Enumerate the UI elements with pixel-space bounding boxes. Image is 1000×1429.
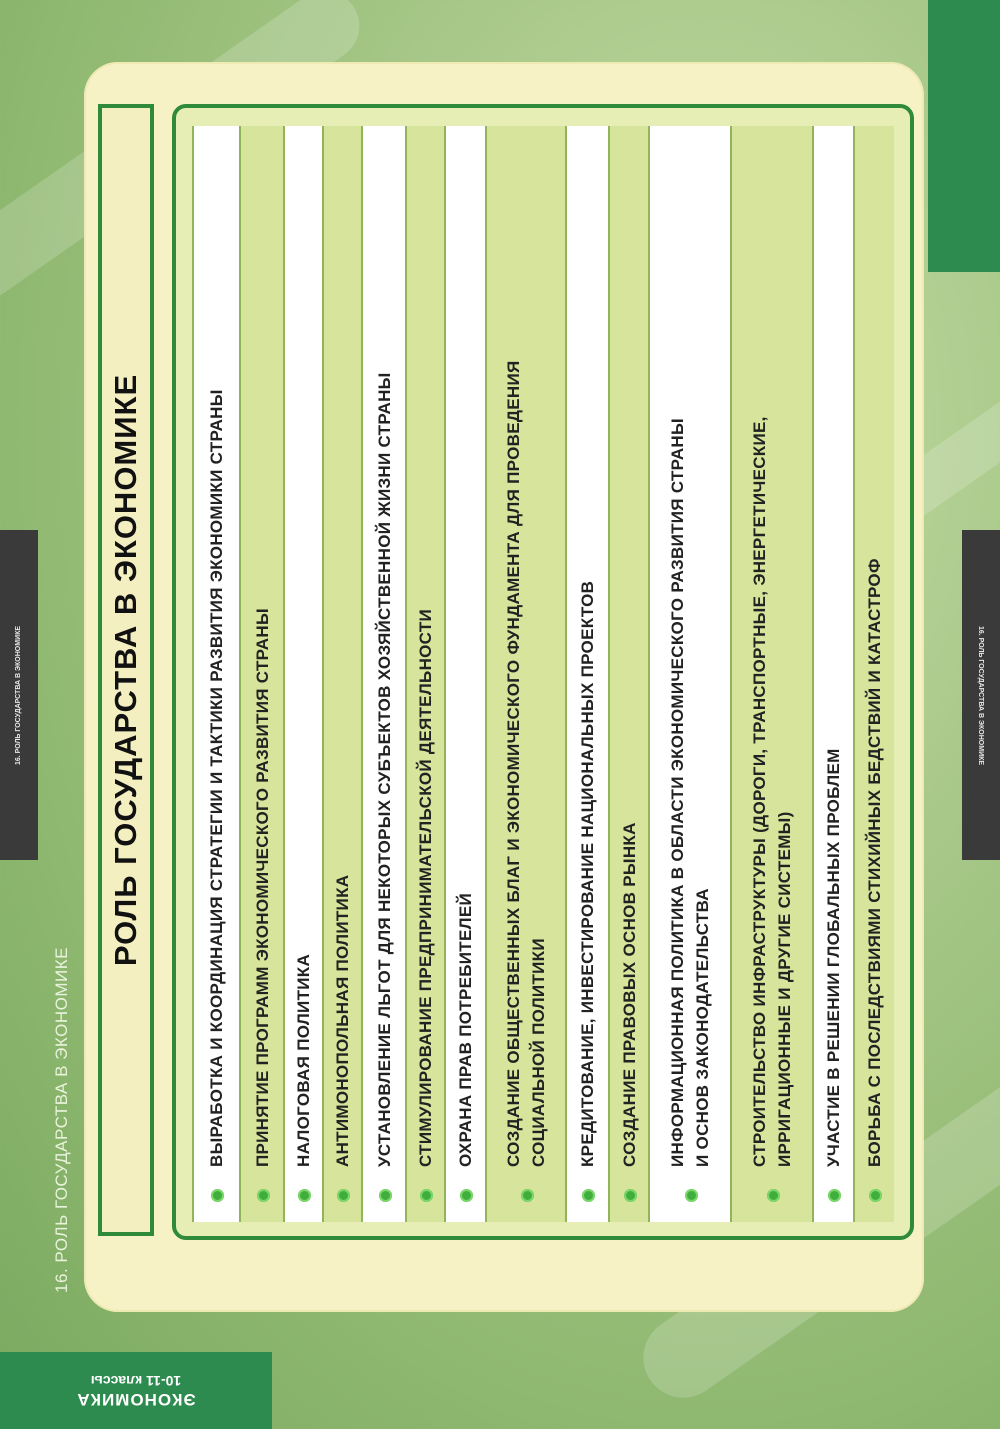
list-item-line: УСТАНОВЛЕНИЕ ЛЬГОТ ДЛЯ НЕКОТОРЫХ СУБЪЕКТОВ ХОЗЯЙСТВЕННОЙ ЖИЗНИ СТРАНЫ <box>374 372 394 1167</box>
list-item-text <box>863 558 888 1167</box>
list-item-line: БОРЬБА С ПОСЛЕДСТВИЯМИ СТИХИЙНЫХ БЕДСТВИЙ И КАТАСТРОФ <box>865 558 885 1167</box>
list-item <box>853 126 894 1222</box>
list-item <box>405 126 444 1222</box>
list-item-text <box>666 418 715 1167</box>
green-dot-icon <box>257 1189 270 1202</box>
corner-tab <box>928 0 1000 272</box>
list-item-line: СТРОИТЕЛЬСТВО ИНФРАСТРУКТУРЫ (ДОРОГИ, ТРАНСПОРТНЫЕ, ЭНЕРГЕТИЧЕСКИЕ, <box>750 416 770 1167</box>
green-dot-icon <box>828 1189 841 1202</box>
green-dot-icon <box>379 1189 392 1202</box>
list-item <box>608 126 648 1222</box>
list-item-line: СОЦИАЛЬНОЙ ПОЛИТИКИ <box>529 938 548 1167</box>
list-item <box>283 126 322 1222</box>
footer-badge <box>0 1352 272 1429</box>
list-item <box>730 126 812 1222</box>
list-item-line: КРЕДИТОВАНИЕ, ИНВЕСТИРОВАНИЕ НАЦИОНАЛЬНЫХ ПРОЕКТОВ <box>578 580 598 1167</box>
list-item-line: НАЛОГОВАЯ ПОЛИТИКА <box>294 953 314 1167</box>
left-edge-label-text: 16. РОЛЬ ГОСУДАРСТВА В ЭКОНОМИКЕ <box>15 625 23 765</box>
list-item-text <box>251 608 276 1167</box>
list-item-text <box>502 361 551 1168</box>
footer-subject: ЭКОНОМИКА <box>76 1389 196 1409</box>
list-item <box>812 126 853 1222</box>
left-edge-label <box>0 530 38 860</box>
poster-caption-text: 16. РОЛЬ ГОСУДАРСТВА В ЭКОНОМИКЕ <box>52 947 72 1293</box>
title-box <box>98 104 154 1236</box>
list-item-line: ИНФОРМАЦИОННАЯ ПОЛИТИКА В ОБЛАСТИ ЭКОНОМИЧЕСКОГО РАЗВИТИЯ СТРАНЫ <box>668 418 688 1167</box>
list-item-line: И ОСНОВ ЗАКОНОДАТЕЛЬСТВА <box>693 888 712 1167</box>
green-dot-icon <box>460 1189 473 1202</box>
list-item-text <box>292 954 317 1167</box>
list-item-line: УЧАСТИЕ В РЕШЕНИИ ГЛОБАЛЬНЫХ ПРОБЛЕМ <box>824 748 844 1167</box>
list-item-line: ОХРАНА ПРАВ ПОТРЕБИТЕЛЕЙ <box>456 892 476 1167</box>
list-item-text <box>748 416 797 1167</box>
list-item-text <box>576 581 601 1167</box>
page-title: РОЛЬ ГОСУДАРСТВА В ЭКОНОМИКЕ <box>108 373 144 967</box>
green-dot-icon <box>767 1189 780 1202</box>
poster-caption <box>52 880 72 1360</box>
list-item-text <box>205 389 230 1167</box>
green-dot-icon <box>420 1189 433 1202</box>
list-item-text <box>618 822 643 1167</box>
green-dot-icon <box>337 1189 350 1202</box>
list-item-line: СОЗДАНИЕ ОБЩЕСТВЕННЫХ БЛАГ И ЭКОНОМИЧЕСКОГО ФУНДАМЕНТА ДЛЯ ПРОВЕДЕНИЯ <box>504 360 524 1167</box>
list-item <box>239 126 283 1222</box>
green-dot-icon <box>685 1189 698 1202</box>
green-dot-icon <box>521 1189 534 1202</box>
list-item <box>322 126 361 1222</box>
list-item-line: ПРИНЯТИЕ ПРОГРАММ ЭКОНОМИЧЕСКОГО РАЗВИТИЯ СТРАНЫ <box>252 608 272 1167</box>
list-item-text <box>822 748 847 1167</box>
list-item <box>361 126 405 1222</box>
list-item-line: СОЗДАНИЕ ПРАВОВЫХ ОСНОВ РЫНКА <box>619 822 639 1167</box>
green-dot-icon <box>298 1189 311 1202</box>
list-item-text <box>331 875 356 1167</box>
green-dot-icon <box>624 1189 637 1202</box>
list-item <box>565 126 608 1222</box>
list-item <box>648 126 730 1222</box>
list-item-line: ИРРИГАЦИОННЫЕ И ДРУГИЕ СИСТЕМЫ) <box>775 811 794 1167</box>
green-dot-icon <box>869 1189 882 1202</box>
green-dot-icon <box>582 1189 595 1202</box>
list-item-line: АНТИМОНОПОЛЬНАЯ ПОЛИТИКА <box>333 874 353 1167</box>
list-item-text <box>373 372 398 1167</box>
list-item-text <box>454 893 479 1167</box>
right-edge-label-text: 16. РОЛЬ ГОСУДАРСТВА В ЭКОНОМИКЕ <box>977 625 985 765</box>
list-item-line: СТИМУЛИРОВАНИЕ ПРЕДПРИНИМАТЕЛЬСКОЙ ДЕЯТЕЛЬНОСТИ <box>416 608 436 1167</box>
list-item <box>192 126 239 1222</box>
list-item <box>444 126 485 1222</box>
right-edge-label <box>962 530 1000 860</box>
list-item <box>485 126 565 1222</box>
footer-grade: 10-11 классы <box>90 1372 182 1389</box>
green-dot-icon <box>211 1189 224 1202</box>
list-item-text <box>414 609 439 1167</box>
list-item-line: ВЫРАБОТКА И КООРДИНАЦИЯ СТРАТЕГИИ И ТАКТИКИ РАЗВИТИЯ ЭКОНОМИКИ СТРАНЫ <box>207 389 227 1167</box>
